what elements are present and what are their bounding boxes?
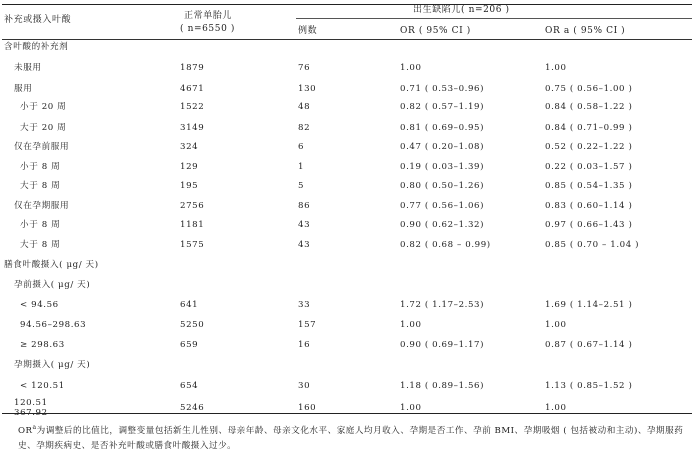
footnote-prefix: OR [18, 425, 33, 436]
footnote-sup: a [32, 424, 37, 431]
cell-normal: 3149 [180, 123, 205, 133]
row-label: 小于 20 周 [20, 102, 67, 112]
row-label: ≥ 298.63 [20, 340, 65, 350]
cell-cases: 16 [298, 340, 311, 350]
cell-cases: 130 [298, 84, 317, 94]
cell-cases: 82 [298, 123, 311, 133]
cell-or-adjusted: 1.00 [545, 63, 567, 73]
row-label: 小于 8 周 [20, 162, 61, 172]
row-label: 孕前摄入( μg/ 天) [14, 280, 91, 290]
cell-or: 0.82 ( 0.57–1.19) [400, 102, 485, 112]
row-label: 94.56–298.63 [20, 320, 87, 330]
cell-normal: 129 [180, 162, 199, 172]
cell-cases: 76 [298, 63, 311, 73]
cell-or-adjusted: 0.84 ( 0.58–1.22 ) [545, 102, 633, 112]
row-label: 孕期摄入( μg/ 天) [14, 360, 91, 370]
cell-cases: 48 [298, 102, 311, 112]
cell-or: 0.47 ( 0.20–1.08) [400, 142, 485, 152]
row-label: 仅在孕前服用 [14, 142, 70, 152]
cell-cases: 43 [298, 240, 311, 250]
cell-normal: 4671 [180, 84, 205, 94]
header-cases: 例数 [298, 26, 318, 36]
cell-cases: 86 [298, 201, 311, 211]
cell-normal: 659 [180, 340, 199, 350]
cell-or: 1.00 [400, 320, 422, 330]
cell-normal: 5250 [180, 320, 205, 330]
cell-normal: 1522 [180, 102, 205, 112]
cell-or: 0.80 ( 0.50–1.26) [400, 181, 485, 191]
cell-cases: 160 [298, 403, 317, 413]
cell-or-adjusted: 1.00 [545, 320, 567, 330]
cell-normal: 324 [180, 142, 199, 152]
cell-or-adjusted: 0.87 ( 0.67–1.14 ) [545, 340, 633, 350]
cell-or-adjusted: 0.84 ( 0.71–0.99 ) [545, 123, 633, 133]
cell-cases: 5 [298, 181, 305, 191]
row-label: 仅在孕期服用 [14, 201, 70, 211]
cell-or: 0.90 ( 0.62–1.32) [400, 220, 485, 230]
cell-or-adjusted: 1.69 ( 1.14–2.51 ) [545, 300, 633, 310]
header-normal-n: ( n=6550 ) [180, 24, 235, 34]
cell-normal: 195 [180, 181, 199, 191]
cell-normal: 1181 [180, 220, 205, 230]
cell-cases: 43 [298, 220, 311, 230]
cell-cases: 1 [298, 162, 305, 172]
row-label: < 120.51 [20, 381, 65, 391]
cell-cases: 33 [298, 300, 311, 310]
group-header-rule [296, 18, 692, 19]
cell-or-adjusted: 1.00 [545, 403, 567, 413]
cell-or: 0.82 ( 0.68 – 0.99) [400, 240, 491, 250]
table-bottom-rule [2, 413, 692, 414]
table-top-rule [2, 4, 692, 5]
cell-or: 0.71 ( 0.53–0.96) [400, 84, 485, 94]
cell-or: 0.90 ( 0.69–1.17) [400, 340, 485, 350]
header-column-label: 补充或摄入叶酸 [4, 15, 72, 25]
cell-or: 1.00 [400, 63, 422, 73]
cell-or: 1.72 ( 1.17–2.53) [400, 300, 485, 310]
header-bottom-rule [2, 39, 692, 40]
cell-or-adjusted: 0.75 ( 0.56–1.00 ) [545, 84, 633, 94]
cell-or-adjusted: 1.13 ( 0.85–1.52 ) [545, 381, 633, 391]
cell-normal: 5246 [180, 403, 205, 413]
cell-or-adjusted: 0.83 ( 0.60–1.14 ) [545, 201, 633, 211]
row-label: 含叶酸的补充剂 [4, 42, 69, 52]
header-normal-label: 正常单胎儿 [184, 11, 233, 21]
row-label: 小于 8 周 [20, 220, 61, 230]
cell-or-adjusted: 0.52 ( 0.22–1.22 ) [545, 142, 633, 152]
header-or: OR ( 95% CI ) [400, 26, 471, 36]
row-label: 大于 20 周 [20, 123, 67, 133]
row-label-line2: 367.92 [14, 408, 48, 418]
cell-normal: 2756 [180, 201, 205, 211]
cell-or: 0.77 ( 0.56–1.06) [400, 201, 485, 211]
cell-normal: 641 [180, 300, 199, 310]
cell-cases: 30 [298, 381, 311, 391]
cell-or: 0.81 ( 0.69–0.95) [400, 123, 485, 133]
cell-or-adjusted: 0.97 ( 0.66–1.43 ) [545, 220, 633, 230]
cell-or: 1.00 [400, 403, 422, 413]
cell-or-adjusted: 0.85 ( 0.70 – 1.04 ) [545, 240, 640, 250]
footnote-text: 为调整后的比值比，调整变量包括新生儿性别、母亲年龄、母亲文化水平、家庭人均月收入、孕期是否工作、孕前 BMI、孕期吸烟 ( 包括被动和主动)、孕期服药史、孕期疾病史、是否补充叶酸或膳食叶酸摄入过少。 [18, 425, 684, 451]
row-label: 服用 [14, 84, 33, 94]
cell-normal: 654 [180, 381, 199, 391]
row-label: 未服用 [14, 63, 42, 73]
header-or-adjusted: OR a ( 95% CI ) [545, 26, 626, 36]
cell-or: 1.18 ( 0.89–1.56) [400, 381, 485, 391]
footnote [18, 420, 690, 454]
cell-normal: 1575 [180, 240, 205, 250]
cell-or-adjusted: 0.22 ( 0.03–1.57 ) [545, 162, 633, 172]
cell-cases: 6 [298, 142, 305, 152]
row-label: 大于 8 周 [20, 240, 61, 250]
cell-or-adjusted: 0.85 ( 0.54–1.35 ) [545, 181, 633, 191]
row-label: 120.51 [14, 398, 48, 408]
cell-cases: 157 [298, 320, 317, 330]
row-label: 膳食叶酸摄入( μg/ 天) [4, 260, 99, 270]
row-label: 大于 8 周 [20, 181, 61, 191]
cell-normal: 1879 [180, 63, 205, 73]
cell-or: 0.19 ( 0.03–1.39) [400, 162, 485, 172]
header-defect-group: 出生缺陷儿( n=206 ) [413, 5, 510, 15]
row-label: < 94.56 [20, 300, 59, 310]
